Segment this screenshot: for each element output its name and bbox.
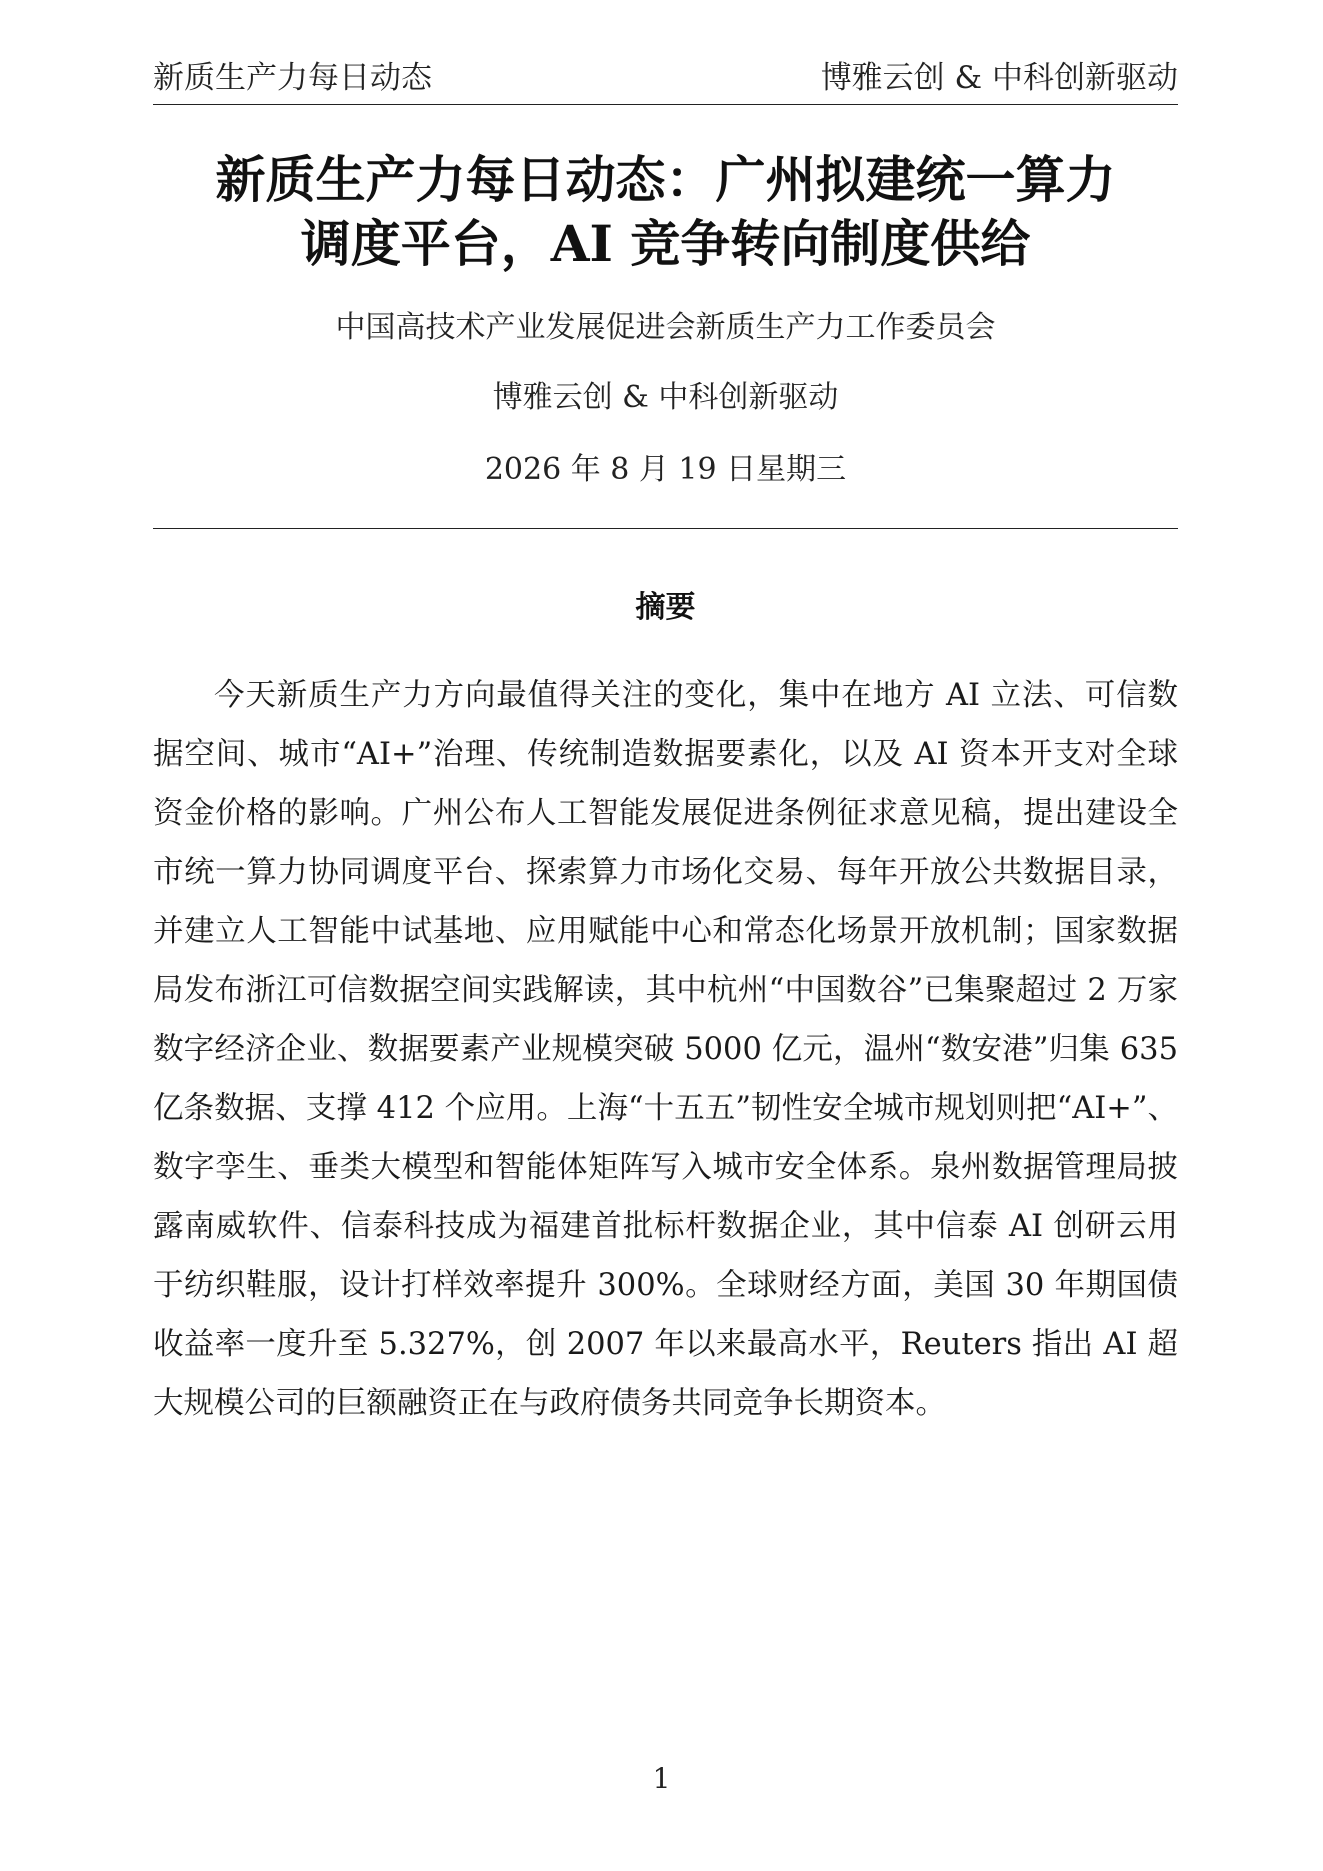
co-authors: 博雅云创 & 中科创新驱动 bbox=[492, 380, 839, 415]
page-number: 1 bbox=[652, 1762, 671, 1795]
title-line-1: 新质生产力每日动态：广州拟建统一算力 bbox=[215, 150, 1116, 209]
running-header bbox=[153, 56, 1178, 105]
title-divider bbox=[153, 528, 1178, 529]
publication-date: 2026 年 8 月 19 日星期三 bbox=[484, 452, 847, 487]
header-right-publisher: 博雅云创 & 中科创新驱动 bbox=[820, 60, 1178, 96]
title-line-2: 调度平台，AI 竞争转向制度供给 bbox=[300, 214, 1031, 273]
abstract-body: 今天新质生产力方向最值得关注的变化，集中在地方 AI 立法、可信数据空间、城市“AI+”治理、传统制造数据要素化，以及 AI 资本开支对全球资金价格的影响。广州公布人工智能发展促进条例征求意见稿，提出建设全市统一算力协同调度平台、探索算力市场化交易、每年开放公共数据目录，并建立人工智能中试基地、应用赋能中心和常态化场景开放机制；国家数据局发布浙江可信数据空间实践解读，其中杭州“中国数谷”已集聚超过 2 万家数字经济企业、数据要素产业规模突破 5000 亿元，温州“数安港”归集 635 亿条数据、支撑 412 个应用。上海“十五五”韧性安全城市规划则把“AI+”、数字孪生、垂类大模型和智能体矩阵写入城市安全体系。泉州数据管理局披露南威软件、信泰科技成为福建首批标杆数据企业，其中信泰 AI 创研云用于纺织鞋服，设计打样效率提升 300%。全球财经方面，美国 30 年期国债收益率一度升至 5.327%，创 2007 年以来最高水平，Reuters 指出 AI 超大规模公司的巨额融资正在与政府债务共同竞争长期资本。 bbox=[153, 678, 1178, 1421]
abstract-heading: 摘要 bbox=[635, 590, 696, 625]
document-title bbox=[153, 148, 1178, 276]
organization-name: 中国高技术产业发展促进会新质生产力工作委员会 bbox=[335, 310, 996, 345]
header-left-title: 新质生产力每日动态 bbox=[153, 60, 432, 96]
